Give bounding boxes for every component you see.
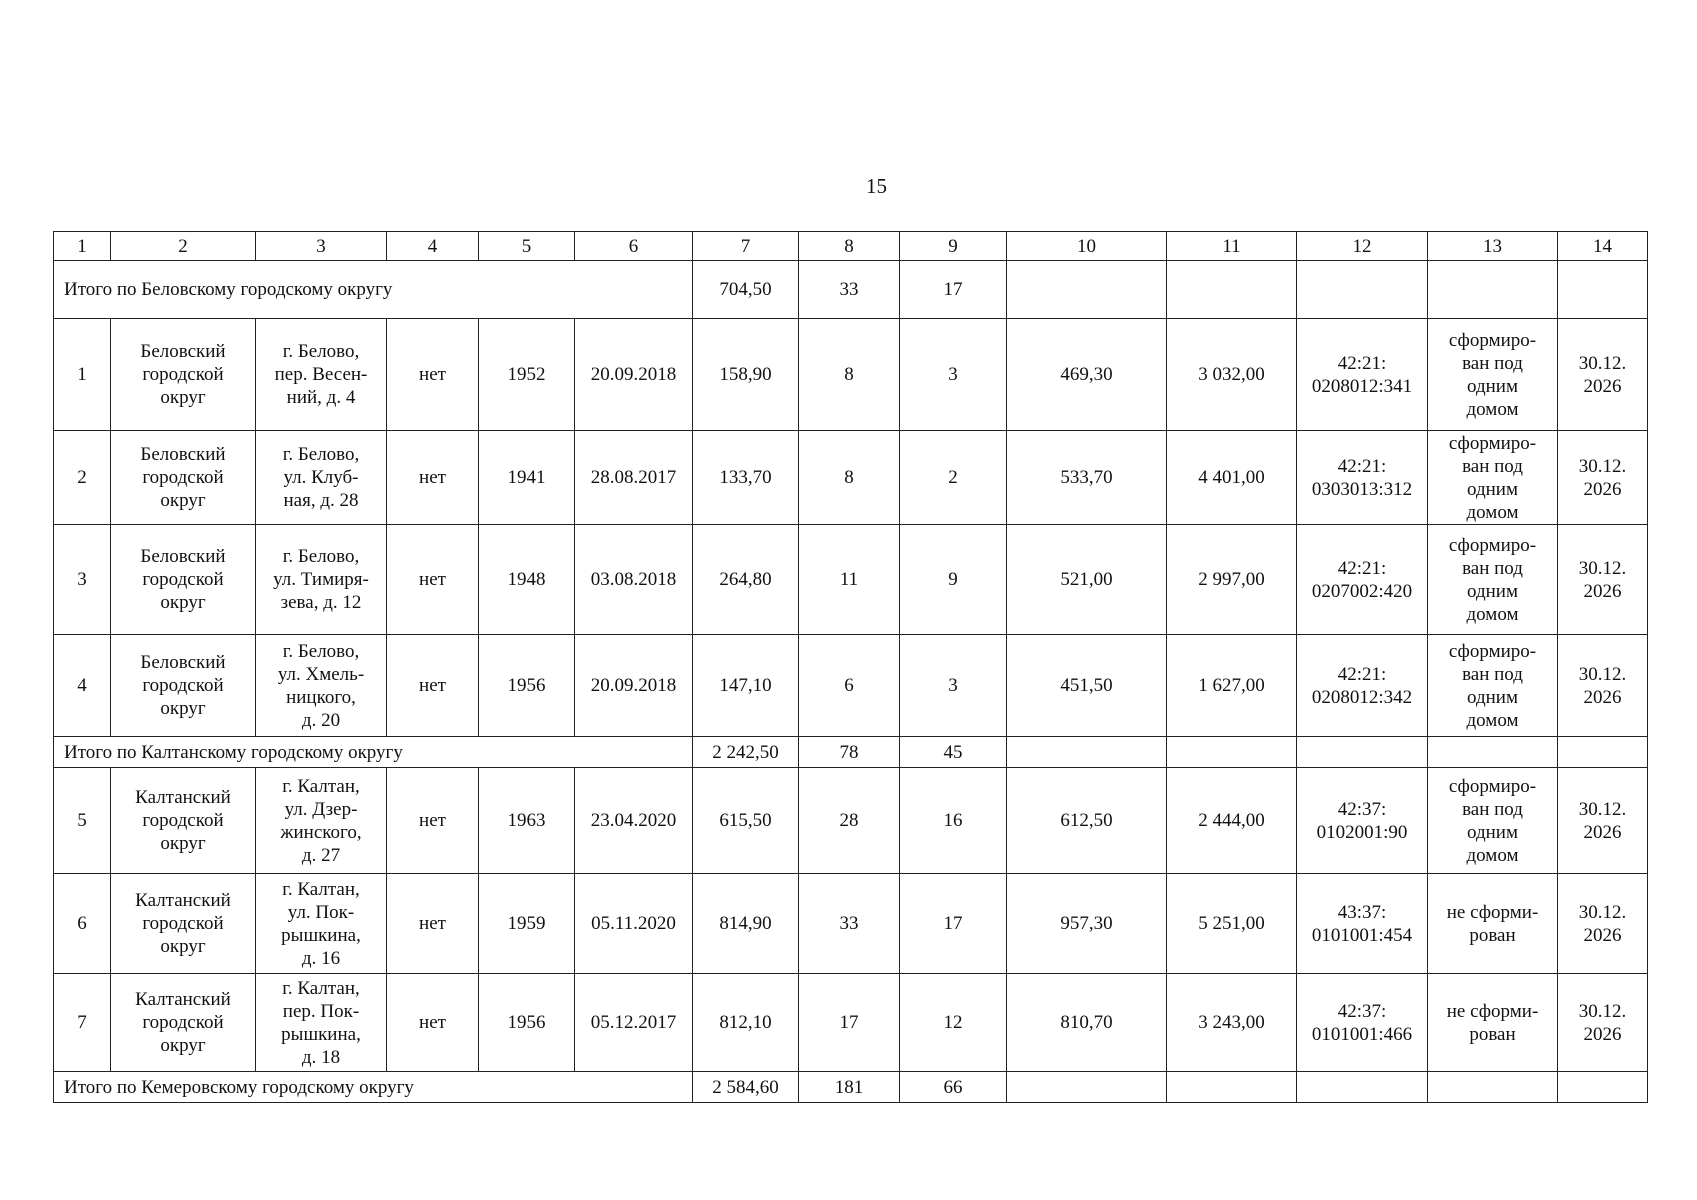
deadline-cell: 30.12. 2026 xyxy=(1558,874,1648,974)
cadastral-value-cell: 4 401,00 xyxy=(1167,431,1297,525)
column-number: 1 xyxy=(54,232,111,261)
cadastral-value-cell: 3 032,00 xyxy=(1167,319,1297,431)
district-cell: Беловский городской округ xyxy=(111,431,256,525)
year-built-cell: 1963 xyxy=(479,768,575,874)
row-number: 2 xyxy=(54,431,111,525)
subtotal-row xyxy=(54,261,1648,319)
empty-cell xyxy=(1167,737,1297,768)
residents-cell: 8 xyxy=(799,319,900,431)
cadastral-value-cell: 5 251,00 xyxy=(1167,874,1297,974)
empty-cell xyxy=(1007,737,1167,768)
subtotal-area: 2 584,60 xyxy=(693,1072,799,1103)
address-cell: г. Белово, пер. Весен- ний, д. 4 xyxy=(256,319,387,431)
land-status-cell: сформиро- ван под одним домом xyxy=(1428,525,1558,635)
empty-cell xyxy=(1428,261,1558,319)
table-row xyxy=(54,768,1648,874)
column-number: 7 xyxy=(693,232,799,261)
residents-cell: 28 xyxy=(799,768,900,874)
cadastral-value-cell: 2 444,00 xyxy=(1167,768,1297,874)
cadastral-value-cell: 2 997,00 xyxy=(1167,525,1297,635)
table-row xyxy=(54,431,1648,525)
subtotal-label: Итого по Кемеровскому городскому округу xyxy=(54,1072,693,1103)
land-status-cell: сформиро- ван под одним домом xyxy=(1428,635,1558,737)
district-cell: Беловский городской округ xyxy=(111,319,256,431)
empty-cell xyxy=(1167,1072,1297,1103)
flag-cell: нет xyxy=(387,635,479,737)
recognition-date-cell: 05.12.2017 xyxy=(575,974,693,1072)
land-area-cell: 957,30 xyxy=(1007,874,1167,974)
cadastral-number-cell: 42:21: 0207002:420 xyxy=(1297,525,1428,635)
land-area-cell: 533,70 xyxy=(1007,431,1167,525)
cadastral-number-cell: 42:37: 0102001:90 xyxy=(1297,768,1428,874)
apartments-cell: 17 xyxy=(900,874,1007,974)
empty-cell xyxy=(1007,261,1167,319)
flag-cell: нет xyxy=(387,525,479,635)
column-number-row xyxy=(54,232,1648,261)
district-cell: Калтанский городской округ xyxy=(111,768,256,874)
land-status-cell: сформиро- ван под одним домом xyxy=(1428,319,1558,431)
land-status-cell: сформиро- ван под одним домом xyxy=(1428,768,1558,874)
residents-cell: 8 xyxy=(799,431,900,525)
column-number: 5 xyxy=(479,232,575,261)
subtotal-row xyxy=(54,1072,1648,1103)
district-cell: Калтанский городской округ xyxy=(111,974,256,1072)
land-area-cell: 810,70 xyxy=(1007,974,1167,1072)
empty-cell xyxy=(1428,737,1558,768)
year-built-cell: 1959 xyxy=(479,874,575,974)
subtotal-residents: 33 xyxy=(799,261,900,319)
flag-cell: нет xyxy=(387,431,479,525)
land-status-cell: не сформи- рован xyxy=(1428,874,1558,974)
table-row xyxy=(54,319,1648,431)
column-number: 4 xyxy=(387,232,479,261)
deadline-cell: 30.12. 2026 xyxy=(1558,319,1648,431)
flag-cell: нет xyxy=(387,319,479,431)
column-number: 11 xyxy=(1167,232,1297,261)
land-area-cell: 469,30 xyxy=(1007,319,1167,431)
row-number: 1 xyxy=(54,319,111,431)
land-area-cell: 521,00 xyxy=(1007,525,1167,635)
row-number: 5 xyxy=(54,768,111,874)
subtotal-residents: 181 xyxy=(799,1072,900,1103)
table-row xyxy=(54,874,1648,974)
year-built-cell: 1941 xyxy=(479,431,575,525)
deadline-cell: 30.12. 2026 xyxy=(1558,431,1648,525)
table-row xyxy=(54,974,1648,1072)
apartments-cell: 16 xyxy=(900,768,1007,874)
column-number: 2 xyxy=(111,232,256,261)
deadline-cell: 30.12. 2026 xyxy=(1558,525,1648,635)
residents-cell: 33 xyxy=(799,874,900,974)
address-cell: г. Белово, ул. Тимиря- зева, д. 12 xyxy=(256,525,387,635)
year-built-cell: 1956 xyxy=(479,974,575,1072)
cadastral-number-cell: 42:21: 0208012:342 xyxy=(1297,635,1428,737)
column-number: 8 xyxy=(799,232,900,261)
recognition-date-cell: 28.08.2017 xyxy=(575,431,693,525)
deadline-cell: 30.12. 2026 xyxy=(1558,768,1648,874)
cadastral-number-cell: 42:21: 0208012:341 xyxy=(1297,319,1428,431)
residents-cell: 17 xyxy=(799,974,900,1072)
cadastral-number-cell: 42:37: 0101001:466 xyxy=(1297,974,1428,1072)
address-cell: г. Калтан, пер. Пок- рышкина, д. 18 xyxy=(256,974,387,1072)
apartments-cell: 3 xyxy=(900,319,1007,431)
empty-cell xyxy=(1167,261,1297,319)
subtotal-apartments: 17 xyxy=(900,261,1007,319)
recognition-date-cell: 23.04.2020 xyxy=(575,768,693,874)
area-cell: 264,80 xyxy=(693,525,799,635)
flag-cell: нет xyxy=(387,874,479,974)
column-number: 9 xyxy=(900,232,1007,261)
subtotal-label: Итого по Калтанскому городскому округу xyxy=(54,737,693,768)
cadastral-value-cell: 1 627,00 xyxy=(1167,635,1297,737)
residents-cell: 6 xyxy=(799,635,900,737)
address-cell: г. Белово, ул. Клуб- ная, д. 28 xyxy=(256,431,387,525)
subtotal-label: Итого по Беловскому городскому округу xyxy=(54,261,693,319)
area-cell: 615,50 xyxy=(693,768,799,874)
subtotal-area: 704,50 xyxy=(693,261,799,319)
recognition-date-cell: 20.09.2018 xyxy=(575,635,693,737)
area-cell: 814,90 xyxy=(693,874,799,974)
district-cell: Беловский городской округ xyxy=(111,525,256,635)
land-status-cell: не сформи- рован xyxy=(1428,974,1558,1072)
apartments-cell: 3 xyxy=(900,635,1007,737)
area-cell: 147,10 xyxy=(693,635,799,737)
empty-cell xyxy=(1558,261,1648,319)
land-area-cell: 451,50 xyxy=(1007,635,1167,737)
row-number: 7 xyxy=(54,974,111,1072)
area-cell: 158,90 xyxy=(693,319,799,431)
land-status-cell: сформиро- ван под одним домом xyxy=(1428,431,1558,525)
row-number: 3 xyxy=(54,525,111,635)
empty-cell xyxy=(1558,737,1648,768)
cadastral-number-cell: 43:37: 0101001:454 xyxy=(1297,874,1428,974)
address-cell: г. Калтан, ул. Пок- рышкина, д. 16 xyxy=(256,874,387,974)
subtotal-apartments: 45 xyxy=(900,737,1007,768)
empty-cell xyxy=(1007,1072,1167,1103)
recognition-date-cell: 20.09.2018 xyxy=(575,319,693,431)
table-row xyxy=(54,525,1648,635)
column-number: 13 xyxy=(1428,232,1558,261)
column-number: 6 xyxy=(575,232,693,261)
flag-cell: нет xyxy=(387,974,479,1072)
address-cell: г. Белово, ул. Хмель- ницкого, д. 20 xyxy=(256,635,387,737)
land-area-cell: 612,50 xyxy=(1007,768,1167,874)
recognition-date-cell: 03.08.2018 xyxy=(575,525,693,635)
apartments-cell: 9 xyxy=(900,525,1007,635)
empty-cell xyxy=(1558,1072,1648,1103)
row-number: 4 xyxy=(54,635,111,737)
empty-cell xyxy=(1297,1072,1428,1103)
district-cell: Беловский городской округ xyxy=(111,635,256,737)
cadastral-value-cell: 3 243,00 xyxy=(1167,974,1297,1072)
recognition-date-cell: 05.11.2020 xyxy=(575,874,693,974)
cadastral-number-cell: 42:21: 0303013:312 xyxy=(1297,431,1428,525)
subtotal-area: 2 242,50 xyxy=(693,737,799,768)
row-number: 6 xyxy=(54,874,111,974)
subtotal-row xyxy=(54,737,1648,768)
flag-cell: нет xyxy=(387,768,479,874)
subtotal-residents: 78 xyxy=(799,737,900,768)
deadline-cell: 30.12. 2026 xyxy=(1558,974,1648,1072)
residents-cell: 11 xyxy=(799,525,900,635)
column-number: 14 xyxy=(1558,232,1648,261)
year-built-cell: 1948 xyxy=(479,525,575,635)
empty-cell xyxy=(1297,737,1428,768)
area-cell: 133,70 xyxy=(693,431,799,525)
page-number: 15 xyxy=(866,174,887,198)
year-built-cell: 1956 xyxy=(479,635,575,737)
area-cell: 812,10 xyxy=(693,974,799,1072)
table-row xyxy=(54,635,1648,737)
column-number: 12 xyxy=(1297,232,1428,261)
emergency-housing-table xyxy=(53,231,1648,1103)
year-built-cell: 1952 xyxy=(479,319,575,431)
district-cell: Калтанский городской округ xyxy=(111,874,256,974)
deadline-cell: 30.12. 2026 xyxy=(1558,635,1648,737)
subtotal-apartments: 66 xyxy=(900,1072,1007,1103)
apartments-cell: 2 xyxy=(900,431,1007,525)
empty-cell xyxy=(1428,1072,1558,1103)
address-cell: г. Калтан, ул. Дзер- жинского, д. 27 xyxy=(256,768,387,874)
column-number: 10 xyxy=(1007,232,1167,261)
empty-cell xyxy=(1297,261,1428,319)
column-number: 3 xyxy=(256,232,387,261)
apartments-cell: 12 xyxy=(900,974,1007,1072)
